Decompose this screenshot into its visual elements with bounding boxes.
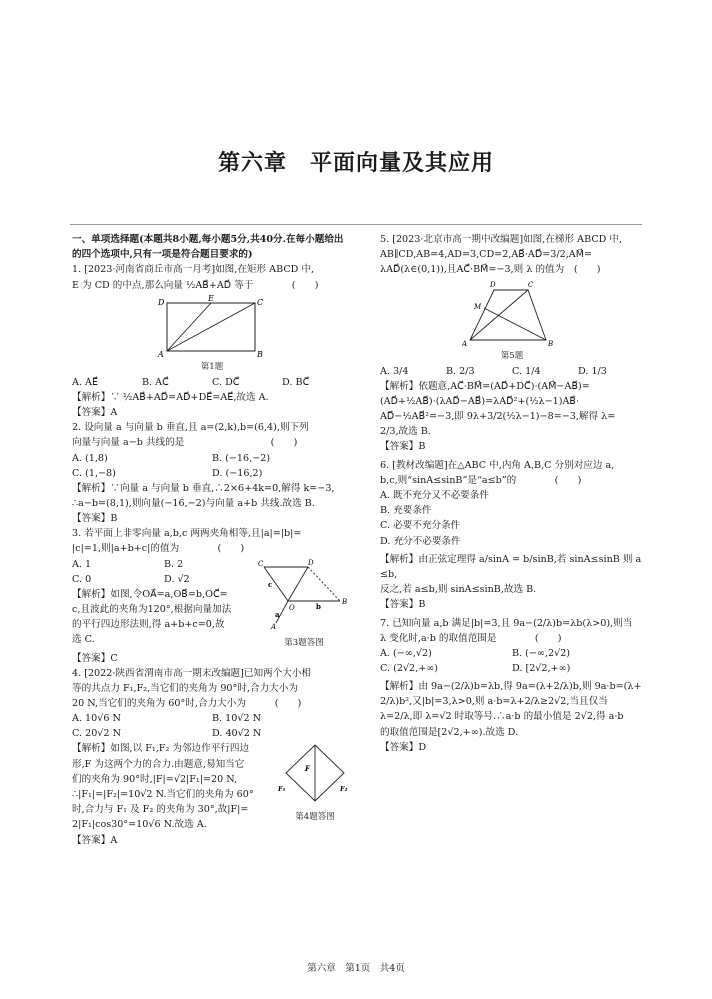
q4-option-c: C. 20√2 N bbox=[72, 728, 121, 740]
q1-analysis: 【解析】∵ ½AB⃗+AD⃗=AD⃗+DE⃗=AE⃗,故选 A. bbox=[72, 391, 269, 403]
q4-stem: 4. [2022·陕西省渭南市高一期末改编题]已知两个大小相 bbox=[72, 667, 312, 679]
q3-analysis: 【解析】如图,令OA⃗=a,OB⃗=b,OC⃗= bbox=[72, 588, 228, 600]
q4-analysis-5: 时,合力与 F₁ 及 F₂ 的夹角为 30°,故|F|= bbox=[72, 804, 249, 816]
q1-figure-caption: 第1题 bbox=[200, 361, 224, 372]
q7-option-a: A. (−∞,√2) bbox=[380, 648, 432, 660]
q5-analysis: 【解析】依题意,AC⃗·BM⃗=(AD⃗+DC⃗)·(AM⃗−AB⃗)= bbox=[380, 380, 590, 392]
q2-analysis: 【解析】∵向量 a 与向量 b 垂直,∴2×6+4k=0,解得 k=−3, bbox=[72, 482, 335, 494]
q7-stem: 7. 已知向量 a,b 满足|b|=3,且 9a−(2/λ)b=λb(λ>0),则当 bbox=[380, 617, 633, 629]
q7-answer: 【答案】D bbox=[380, 741, 427, 753]
q1-rectangle-figure bbox=[157, 295, 267, 361]
q7-options bbox=[380, 646, 644, 676]
svg-text:A: A bbox=[158, 349, 164, 359]
page-footer: 第六章 第1页 共4页 bbox=[307, 963, 405, 974]
q7-option-b: B. (−∞,2√2) bbox=[512, 648, 571, 660]
q5-trapezoid-figure bbox=[462, 280, 562, 350]
q3-option-c: C. 0 bbox=[72, 573, 92, 585]
svg-text:D: D bbox=[490, 280, 496, 289]
q7-analysis-2: 2/λ)b²,又|b|=3,λ>0,则 a·b=λ+2/λ≥2√2,当且仅当 bbox=[380, 696, 608, 708]
q6-option-b: B. 充要条件 bbox=[380, 505, 432, 517]
svg-text:D: D bbox=[158, 297, 165, 307]
title-divider bbox=[70, 224, 642, 225]
q6-option-d: D. 充分不必要条件 bbox=[380, 535, 461, 547]
q4-stem-2: 等的共点力 F₁,F₂,当它们的夹角为 90°时,合力大小为 bbox=[72, 683, 298, 695]
q5-option-a: A. 3/4 bbox=[380, 365, 409, 377]
q1-stem: 1. [2023·河南省商丘市高一月考]如图,在矩形 ABCD 中, bbox=[72, 264, 315, 276]
q1-option-d: D. BC⃗ bbox=[282, 376, 310, 388]
q4-analysis-2: 形,F 为这两个力的合力.由题意,易知当它 bbox=[72, 758, 245, 770]
q2-stem-cont: 向量与向量 a−b 共线的是 ( ) bbox=[72, 437, 298, 449]
svg-text:D: D bbox=[308, 558, 314, 567]
q2-answer: 【答案】B bbox=[72, 513, 118, 525]
svg-text:c: c bbox=[268, 579, 273, 589]
q4-answer: 【答案】A bbox=[72, 834, 118, 846]
q5-figure-caption: 第5题 bbox=[500, 350, 524, 361]
svg-text:M: M bbox=[474, 302, 482, 311]
q3-stem: 3. 若平面上非零向量 a,b,c 两两夹角相等,且|a|=|b|= bbox=[72, 528, 302, 540]
q5-analysis-4: 2/3,故选 B. bbox=[380, 426, 431, 438]
q5-stem-3: λAD⃗(λ∈(0,1)),且AC⃗·BM⃗=−3,则 λ 的值为 ( ) bbox=[380, 264, 601, 276]
svg-text:F₁: F₁ bbox=[278, 785, 286, 794]
q3-stem-cont: |c|=1,则|a+b+c|的值为 ( ) bbox=[72, 543, 245, 555]
q5-option-d: D. 1/3 bbox=[578, 365, 607, 377]
svg-text:C: C bbox=[528, 280, 534, 289]
q1-stem-cont: E 为 CD 的中点,那么向量 ½AB⃗+AD⃗ 等于 ( ) bbox=[72, 279, 319, 291]
q5-option-b: B. 2/3 bbox=[446, 365, 475, 377]
q4-figure-caption: 第4题答图 bbox=[295, 812, 335, 823]
left-column bbox=[72, 232, 352, 848]
right-column bbox=[380, 232, 644, 755]
q2-options bbox=[72, 451, 352, 481]
svg-text:F₂: F₂ bbox=[340, 785, 348, 794]
q4-option-d: D. 40√2 N bbox=[212, 728, 262, 740]
q1-option-b: B. AC⃗ bbox=[142, 376, 169, 388]
q5-stem: 5. [2023·北京市高一期中改编题]如图,在梯形 ABCD 中, bbox=[380, 234, 623, 245]
q3-body bbox=[72, 557, 352, 651]
q7-analysis-4: 的取值范围是[2√2,+∞).故选 D. bbox=[380, 726, 519, 738]
q4-options bbox=[72, 711, 352, 741]
q4-body bbox=[72, 741, 352, 832]
q2-stem: 2. 设向量 a 与向量 b 垂直,且 a=(2,k),b=(6,4),则下列 bbox=[72, 422, 309, 434]
q1-answer: 【答案】A bbox=[72, 407, 118, 419]
svg-text:A: A bbox=[462, 339, 468, 348]
q3-answer: 【答案】C bbox=[72, 652, 118, 664]
section-heading: 一、单项选择题(本题共8小题,每小题5分,共40分.在每小题给出的四个选项中,只有一项是符合题目要求的) bbox=[72, 234, 344, 261]
q2-option-d: D. (−16,2) bbox=[212, 467, 263, 479]
q6-analysis: 【解析】由正弦定理得 a/sinA = b/sinB,若 sinA≤sinB 则 a≤b, bbox=[380, 553, 642, 581]
q1-option-c: C. DC⃗ bbox=[212, 376, 240, 388]
q5-analysis-3: AD⃗−½AB⃗²=−3,即 9λ+3/2(½λ−1)−8=−3,解得 λ= bbox=[380, 411, 616, 423]
svg-text:E: E bbox=[208, 294, 214, 303]
q6-answer: 【答案】B bbox=[380, 599, 426, 611]
svg-text:b: b bbox=[316, 601, 321, 611]
q2-option-a: A. (1,8) bbox=[72, 452, 108, 464]
svg-text:B: B bbox=[342, 597, 348, 606]
q7-analysis-3: λ=2/λ,即 λ=√2 时取等号.∴a·b 的最小值是 2√2,得 a·b bbox=[380, 711, 624, 723]
q5-options bbox=[380, 364, 644, 379]
svg-text:C: C bbox=[257, 297, 264, 307]
q7-option-c: C. (2√2,+∞) bbox=[380, 663, 438, 675]
q3-option-b: B. 2 bbox=[164, 558, 184, 570]
svg-text:a: a bbox=[275, 609, 280, 619]
q4-analysis-4: ∴|F₁|=|F₂|=10√2 N.当它们的夹角为 60° bbox=[72, 789, 254, 801]
q3-vector-figure bbox=[256, 557, 352, 633]
q2-analysis-cont: ∴a−b=(8,1),则向量(−16,−2)与向量 a+b 共线.故选 B. bbox=[72, 497, 315, 509]
q3-analysis-2: c,且波此的夹角为120°,根据向量加法 bbox=[72, 603, 232, 615]
svg-text:O: O bbox=[289, 603, 295, 612]
q3-analysis-3: 的平行四边形法则,得 a+b+c=0,故 bbox=[72, 619, 225, 631]
q2-option-c: C. (1,−8) bbox=[72, 467, 116, 479]
q6-stem-2: b,c,则“sinA≤sinB”是“a≤b”的 ( ) bbox=[380, 474, 582, 486]
svg-text:A: A bbox=[271, 622, 277, 631]
page-title: 第六章 平面向量及其应用 bbox=[217, 150, 494, 176]
q1-option-a: A. AE⃗ bbox=[72, 376, 99, 388]
q6-analysis-2: 反之,若 a≤b,则 sinA≤sinB,故选 B. bbox=[380, 584, 537, 596]
q1-options bbox=[72, 375, 352, 390]
q6-stem: 6. [教材改编题]在△ABC 中,内角 A,B,C 分别对应边 a, bbox=[380, 459, 615, 471]
q4-option-a: A. 10√6 N bbox=[72, 713, 121, 725]
q5-stem-2: AB∥CD,AB=4,AD=3,CD=2,AB⃗·AD⃗=3/2,AM⃗= bbox=[380, 249, 593, 261]
q6-option-a: A. 既不充分又不必要条件 bbox=[380, 490, 489, 502]
q7-analysis: 【解析】由 9a−(2/λ)b=λb,得 9a=(λ+2/λ)b,则 9a·b=(λ+ bbox=[380, 681, 642, 693]
q4-force-figure bbox=[278, 741, 352, 807]
q6-option-c: C. 必要不充分条件 bbox=[380, 520, 461, 532]
q4-analysis-6: 2|F₁|cos30°=10√6 N.故选 A. bbox=[72, 819, 207, 831]
q7-option-d: D. [2√2,+∞) bbox=[512, 663, 571, 675]
q3-options bbox=[72, 557, 256, 587]
q2-option-b: B. (−16,−2) bbox=[212, 452, 271, 464]
q3-option-d: D. √2 bbox=[164, 573, 190, 585]
q5-option-c: C. 1/4 bbox=[512, 365, 541, 377]
svg-text:B: B bbox=[257, 349, 263, 359]
q4-option-b: B. 10√2 N bbox=[212, 713, 262, 725]
q5-analysis-2: (AD⃗+½AB⃗)·(λAD⃗−AB⃗)=λAD⃗²+(½λ−1)AB⃗· bbox=[380, 395, 580, 407]
q3-analysis-4: 选 C. bbox=[72, 634, 95, 646]
q3-figure-caption: 第3题答图 bbox=[284, 637, 324, 648]
q4-analysis: 【解析】如图,以 F₁,F₂ 为邻边作平行四边 bbox=[72, 743, 250, 755]
q4-stem-3: 20 N,当它们的夹角为 60°时,合力大小为 ( ) bbox=[72, 698, 302, 710]
svg-text:F: F bbox=[305, 764, 310, 774]
q3-option-a: A. 1 bbox=[72, 558, 92, 570]
q7-stem-2: λ 变化时,a·b 的取值范围是 ( ) bbox=[380, 632, 562, 644]
svg-text:C: C bbox=[258, 559, 264, 568]
q5-answer: 【答案】B bbox=[380, 441, 426, 453]
q4-analysis-3: 们的夹角为 90°时,|F|=√2|F₁|=20 N, bbox=[72, 773, 238, 785]
svg-text:B: B bbox=[548, 339, 554, 348]
